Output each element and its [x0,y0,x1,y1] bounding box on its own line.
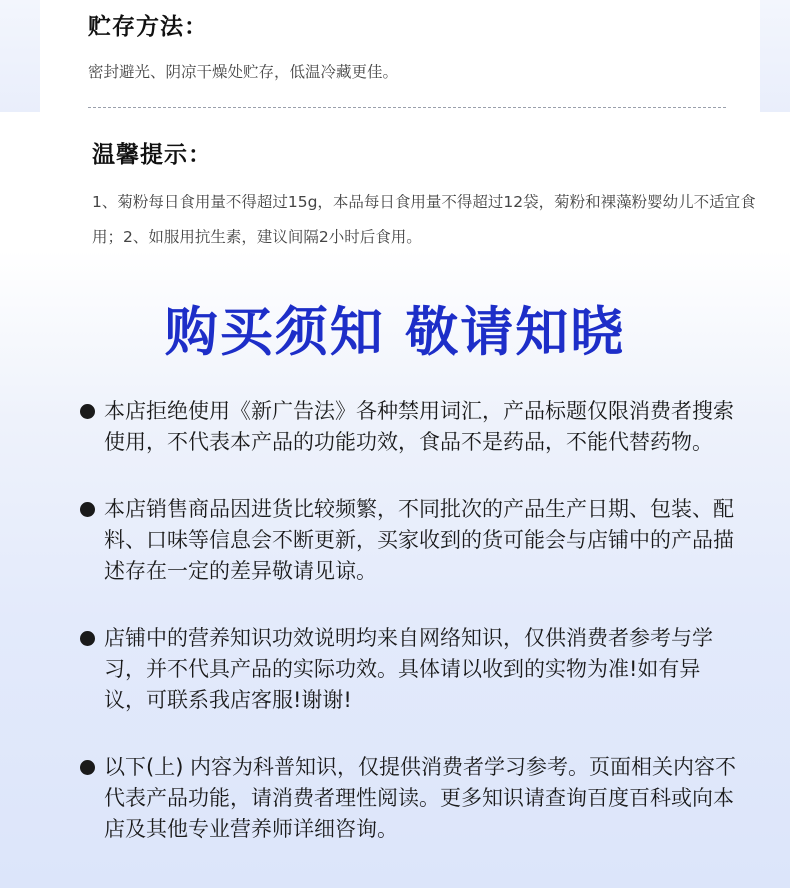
notice-list [78,396,738,881]
bullet-dot-icon [80,404,95,419]
notice-text: 本店销售商品因进货比较频繁，不同批次的产品生产日期、包装、配料、口味等信息会不断更新，买家收到的货可能会与店铺中的产品描述存在一定的差异敬请见谅。 [104,497,734,583]
left-side-panel [0,0,40,112]
tips-text: 1、菊粉每日食用量不得超过15g，本品每日食用量不得超过12袋，菊粉和裸藻粉婴幼儿不适宜食用；2、如服用抗生素，建议间隔2小时后食用。 [92,193,756,246]
purchase-notice-headline: 购买须知 敬请知晓 [164,302,626,363]
notice-item [78,396,738,458]
notice-text: 以下(上) 内容为科普知识，仅提供消费者学习参考。页面相关内容不代表产品功能，请消费者理性阅读。更多知识请查询百度百科或向本店及其他专业营养师详细咨询。 [104,755,737,841]
storage-section [40,0,760,112]
notice-text: 本店拒绝使用《新广告法》各种禁用词汇，产品标题仅限消费者搜索使用，不代表本产品的功能功效，食品不是药品，不能代替药物。 [104,399,734,454]
bullet-dot-icon [80,502,95,517]
right-side-panel [760,0,790,112]
storage-title: 贮存方法： [88,14,208,40]
storage-text: 密封避光、阴凉干燥处贮存，低温冷藏更佳。 [88,63,399,81]
bullet-dot-icon [80,760,95,775]
notice-item [78,494,738,587]
tips-title: 温馨提示： [92,142,212,168]
section-divider [88,107,726,108]
bullet-dot-icon [80,631,95,646]
notice-text: 店铺中的营养知识功效说明均来自网络知识，仅供消费者参考与学习，并不代具产品的实际功效。具体请以收到的实物为准!如有异议，可联系我店客服!谢谢! [104,626,713,712]
notice-item [78,752,738,845]
notice-item [78,623,738,716]
